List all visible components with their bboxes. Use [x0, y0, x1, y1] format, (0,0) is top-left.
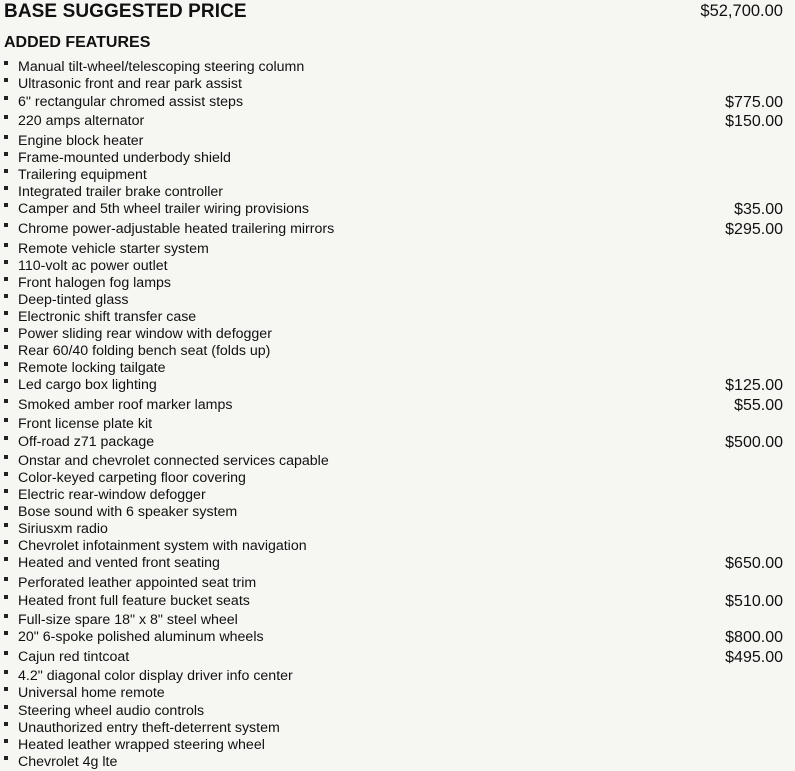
bullet-icon: [4, 540, 8, 544]
feature-item: [4, 702, 783, 720]
feature-item: [4, 200, 783, 218]
bullet-icon: [4, 523, 8, 527]
feature-price: $500.00: [725, 434, 783, 451]
feature-item: [4, 183, 783, 201]
feature-name: Remote locking tailgate: [18, 360, 166, 376]
feature-item: [4, 628, 783, 646]
base-price-value: $52,700.00: [700, 2, 783, 20]
bullet-icon: [4, 379, 8, 383]
feature-item: [4, 452, 783, 470]
feature-name: Unauthorized entry theft-deterrent system: [18, 720, 280, 736]
bullet-icon: [4, 152, 8, 156]
feature-item: [4, 257, 783, 275]
feature-name: 20" 6-spoke polished aluminum wheels: [18, 629, 264, 645]
bullet-icon: [4, 345, 8, 349]
feature-name: Off-road z71 package: [18, 434, 155, 450]
feature-item: [4, 75, 783, 93]
feature-item: [4, 520, 783, 538]
feature-item: [4, 736, 783, 754]
feature-name: Ultrasonic front and rear park assist: [18, 76, 242, 92]
feature-name: Engine block heater: [18, 133, 144, 149]
feature-item: [4, 396, 783, 414]
feature-name: 4.2" diagonal color display driver info center: [18, 668, 293, 684]
feature-item: [4, 611, 783, 629]
feature-price: $35.00: [734, 201, 783, 218]
bullet-icon: [4, 489, 8, 493]
feature-price: $495.00: [725, 649, 783, 666]
feature-item: [4, 469, 783, 487]
feature-name: Steering wheel audio controls: [18, 703, 205, 719]
feature-price: $800.00: [725, 629, 783, 646]
feature-item: [4, 58, 783, 76]
feature-name: 220 amps alternator: [18, 113, 145, 129]
feature-list: [4, 0, 783, 770]
feature-name: 6" rectangular chromed assist steps: [18, 94, 244, 110]
bullet-icon: [4, 78, 8, 82]
bullet-icon: [4, 455, 8, 459]
feature-item: [4, 537, 783, 555]
feature-item: [4, 592, 783, 610]
feature-item: [4, 220, 783, 238]
feature-item: [4, 554, 783, 572]
bullet-icon: [4, 328, 8, 332]
bullet-icon: [4, 223, 8, 227]
feature-name: Heated and vented front seating: [18, 555, 220, 571]
bullet-icon: [4, 418, 8, 422]
feature-price: $650.00: [725, 555, 783, 572]
feature-name: Rear 60/40 folding bench seat (folds up): [18, 343, 271, 359]
feature-name: Power sliding rear window with defogger: [18, 326, 272, 342]
feature-item: [4, 359, 783, 377]
feature-item: [4, 132, 783, 150]
base-price-label: BASE SUGGESTED PRICE: [4, 1, 247, 22]
bullet-icon: [4, 115, 8, 119]
feature-name: Chrome power-adjustable heated trailering mirrors: [18, 221, 335, 237]
feature-name: Siriusxm radio: [18, 521, 108, 537]
feature-item: [4, 291, 783, 309]
bullet-icon: [4, 756, 8, 760]
bullet-icon: [4, 687, 8, 691]
feature-item: [4, 240, 783, 258]
feature-item: [4, 753, 783, 771]
feature-price: $55.00: [734, 397, 783, 414]
bullet-icon: [4, 169, 8, 173]
feature-price: $150.00: [725, 113, 783, 130]
bullet-icon: [4, 506, 8, 510]
feature-name: Smoked amber roof marker lamps: [18, 397, 233, 413]
bullet-icon: [4, 135, 8, 139]
feature-name: Manual tilt-wheel/telescoping steering column: [18, 59, 305, 75]
feature-item: [4, 667, 783, 685]
feature-name: Integrated trailer brake controller: [18, 184, 224, 200]
bullet-icon: [4, 362, 8, 366]
feature-name: Camper and 5th wheel trailer wiring provisions: [18, 201, 309, 217]
added-features-heading: ADDED FEATURES: [4, 34, 151, 51]
feature-name: Remote vehicle starter system: [18, 241, 209, 257]
bullet-icon: [4, 670, 8, 674]
feature-name: Deep-tinted glass: [18, 292, 129, 308]
feature-price: $775.00: [725, 94, 783, 111]
feature-price: $510.00: [725, 593, 783, 610]
bullet-icon: [4, 631, 8, 635]
feature-name: Electric rear-window defogger: [18, 487, 206, 503]
bullet-icon: [4, 595, 8, 599]
feature-name: Trailering equipment: [18, 167, 147, 183]
feature-price: $295.00: [725, 221, 783, 238]
bullet-icon: [4, 722, 8, 726]
bullet-icon: [4, 294, 8, 298]
bullet-icon: [4, 277, 8, 281]
feature-name: Heated front full feature bucket seats: [18, 593, 250, 609]
feature-item: [4, 93, 783, 111]
bullet-icon: [4, 61, 8, 65]
feature-name: Led cargo box lighting: [18, 377, 157, 393]
bullet-icon: [4, 614, 8, 618]
feature-item: [4, 574, 783, 592]
feature-item: [4, 112, 783, 130]
bullet-icon: [4, 436, 8, 440]
feature-name: Heated leather wrapped steering wheel: [18, 737, 265, 753]
feature-price: $125.00: [725, 377, 783, 394]
feature-item: [4, 149, 783, 167]
feature-item: [4, 648, 783, 666]
feature-item: [4, 166, 783, 184]
feature-item: [4, 342, 783, 360]
bullet-icon: [4, 472, 8, 476]
bullet-icon: [4, 651, 8, 655]
bullet-icon: [4, 705, 8, 709]
bullet-icon: [4, 260, 8, 264]
feature-item: [4, 415, 783, 433]
bullet-icon: [4, 243, 8, 247]
feature-name: 110-volt ac power outlet: [18, 258, 168, 274]
feature-name: Chevrolet 4g lte: [18, 754, 118, 770]
feature-name: Bose sound with 6 speaker system: [18, 504, 238, 520]
feature-name: Color-keyed carpeting floor covering: [18, 470, 246, 486]
feature-name: Frame-mounted underbody shield: [18, 150, 231, 166]
feature-item: [4, 433, 783, 451]
bullet-icon: [4, 186, 8, 190]
bullet-icon: [4, 557, 8, 561]
bullet-icon: [4, 311, 8, 315]
feature-item: [4, 719, 783, 737]
bullet-icon: [4, 96, 8, 100]
bullet-icon: [4, 203, 8, 207]
feature-name: Chevrolet infotainment system with navigation: [18, 538, 307, 554]
bullet-icon: [4, 739, 8, 743]
feature-name: Onstar and chevrolet connected services capable: [18, 453, 329, 469]
feature-name: Front license plate kit: [18, 416, 153, 432]
feature-item: [4, 308, 783, 326]
feature-name: Perforated leather appointed seat trim: [18, 575, 257, 591]
bullet-icon: [4, 399, 8, 403]
bullet-icon: [4, 577, 8, 581]
feature-name: Electronic shift transfer case: [18, 309, 197, 325]
feature-item: [4, 486, 783, 504]
feature-name: Full-size spare 18" x 8" steel wheel: [18, 612, 238, 628]
feature-item: [4, 503, 783, 521]
feature-name: Universal home remote: [18, 685, 165, 701]
feature-item: [4, 376, 783, 394]
feature-item: [4, 274, 783, 292]
feature-item: [4, 325, 783, 343]
feature-name: Front halogen fog lamps: [18, 275, 172, 291]
feature-item: [4, 684, 783, 702]
feature-name: Cajun red tintcoat: [18, 649, 130, 665]
